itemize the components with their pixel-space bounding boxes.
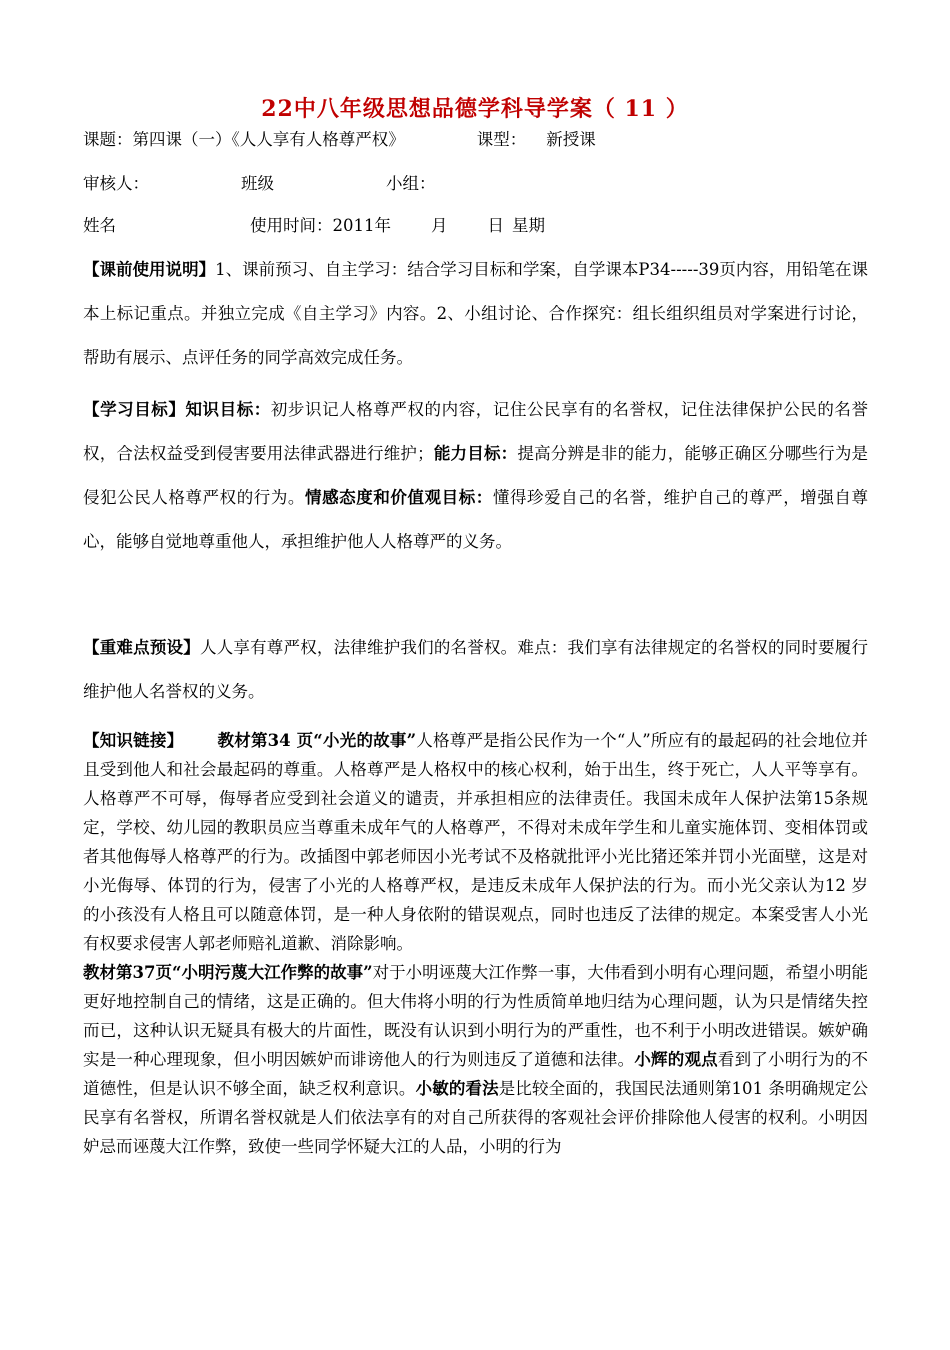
xiaomin-label: 小敏的看法: [415, 1079, 499, 1098]
time-label: 使用时间：2011年: [250, 216, 391, 235]
case1-paragraph: [83, 726, 868, 958]
knowledge-goal-label: 知识目标：: [185, 400, 271, 419]
emotion-goal-label: 情感态度和价值观目标：: [305, 488, 493, 507]
day-label: 日: [487, 216, 504, 235]
key-points-heading: 【重难点预设】: [83, 638, 200, 657]
case1-label: 教材第34 页“小光的故事”: [217, 731, 417, 750]
case2-label: 教材第37页“小明污蔑大江作弊的故事”: [83, 963, 373, 982]
case2-paragraph: [83, 958, 868, 1161]
goals-section: [83, 388, 868, 564]
case2-text-a: 对于小明诬蔑大江作弊一事，大伟看到小明有心理问题，希望小明能更好地控制自己的情绪，这是正确的。但大伟将小明的行为性质简单地归结为心理问题，认为只是情绪失控而已，这种认识无疑具有极大的片面性，既没有认识到小明行为的严重性，也不利于小明改进错误。嫉妒确实是一种心理现象，但小明因嫉妒而诽谤他人的行为则违反了道德和法律。: [83, 963, 868, 1069]
reviewer-row: [83, 173, 436, 195]
case2-text-b: 看到了小明行为的不道德性，但是认识不够全面，缺乏权利意识。: [83, 1050, 869, 1098]
key-points-text: 人人享有尊严权，法律维护我们的名誉权。难点：我们享有法律规定的名誉权的同时要履行维护他人名誉权的义务。: [83, 638, 869, 701]
type-label: 课型：: [476, 130, 527, 149]
case1-text: 人格尊严是指公民作为一个“人”所应有的最起码的社会地位并且受到他人和社会最起码的尊重。人格尊严是人格权中的核心权利，始于出生，终于死亡，人人平等享有。人格尊严不可辱，侮辱者应受到社会道义的谴责，并承担相应的法律责任。我国未成年人保护法第15条规定，学校、幼儿园的教职员应当尊重未成年气的人格尊严，不得对未成年学生和儿童实施体罚、变相体罚或者其他侮辱人格尊严的行为。改插图中郭老师因小光考试不及格就批评小光比猪还笨并罚小光面壁，这是对小光侮辱、体罚的行为，侵害了小光的人格尊严权，是违反未成年人保护法的行为。而小光父亲认为12 岁的小孩没有人格且可以随意体罚，是一种人身依附的错误观点，同时也违反了法律的规定。本案受害人小光有权要求侵害人郭老师赔礼道歉、消除影响。: [83, 731, 868, 953]
goals-heading: 【学习目标】: [83, 400, 186, 419]
knowledge-link-heading: 【知识链接】: [83, 731, 184, 750]
usage-text: 1、课前预习、自主学习：结合学习目标和学案，自学课本P34-----39页内容，用铅笔在课本上标记重点。并独立完成《自主学习》内容。2、小组讨论、合作探究：组长组织组员对学案进行讨论，帮助有展示、点评任务的同学高效完成任务。: [83, 260, 869, 367]
reviewer-label: 审核人：: [83, 174, 149, 193]
month-label: 月: [431, 216, 448, 235]
emotion-goal-text: 懂得珍爱自己的名誉，维护自己的尊严，增强自尊心，能够自觉地尊重他人，承担维护他人人格尊严的义务。: [83, 488, 869, 551]
case2-text-c: 是比较全面的，我国民法通则第101 条明确规定公民享有名誉权，所谓名誉权就是人们依法享有的对自己所获得的客观社会评价排除他人侵害的权利。小明因妒忌而诬蔑大江作弊，致使一些同学怀疑大江的人品，小明的行为: [83, 1079, 868, 1156]
class-label: 班级: [241, 174, 274, 193]
key-points-section: [83, 626, 868, 714]
name-label: 姓名: [83, 216, 116, 235]
xiaohui-label: 小辉的观点: [634, 1050, 718, 1069]
name-row: [83, 215, 545, 237]
topic-label: 课题：第四课（一）《人人享有人格尊严权》: [83, 130, 405, 149]
weekday-label: 星期: [512, 216, 545, 235]
ability-goal-text: 提高分辨是非的能力，能够正确区分哪些行为是侵犯公民人格尊严权的行为。: [83, 444, 869, 507]
usage-heading: 【课前使用说明】: [83, 260, 216, 279]
usage-section: [83, 248, 868, 380]
type-value: 新授课: [546, 130, 596, 149]
knowledge-goal-text: 初步识记人格尊严权的内容，记住公民享有的名誉权，记住法律保护公民的名誉权，合法权益受到侵害要用法律武器进行维护；: [83, 400, 869, 463]
group-label: 小组：: [386, 174, 436, 193]
page-title: 22中八年级思想品德学科导学案（ 11 ）: [261, 96, 689, 122]
ability-goal-label: 能力目标：: [433, 444, 518, 463]
knowledge-link-section: [83, 726, 868, 1161]
topic-row: [83, 129, 596, 151]
